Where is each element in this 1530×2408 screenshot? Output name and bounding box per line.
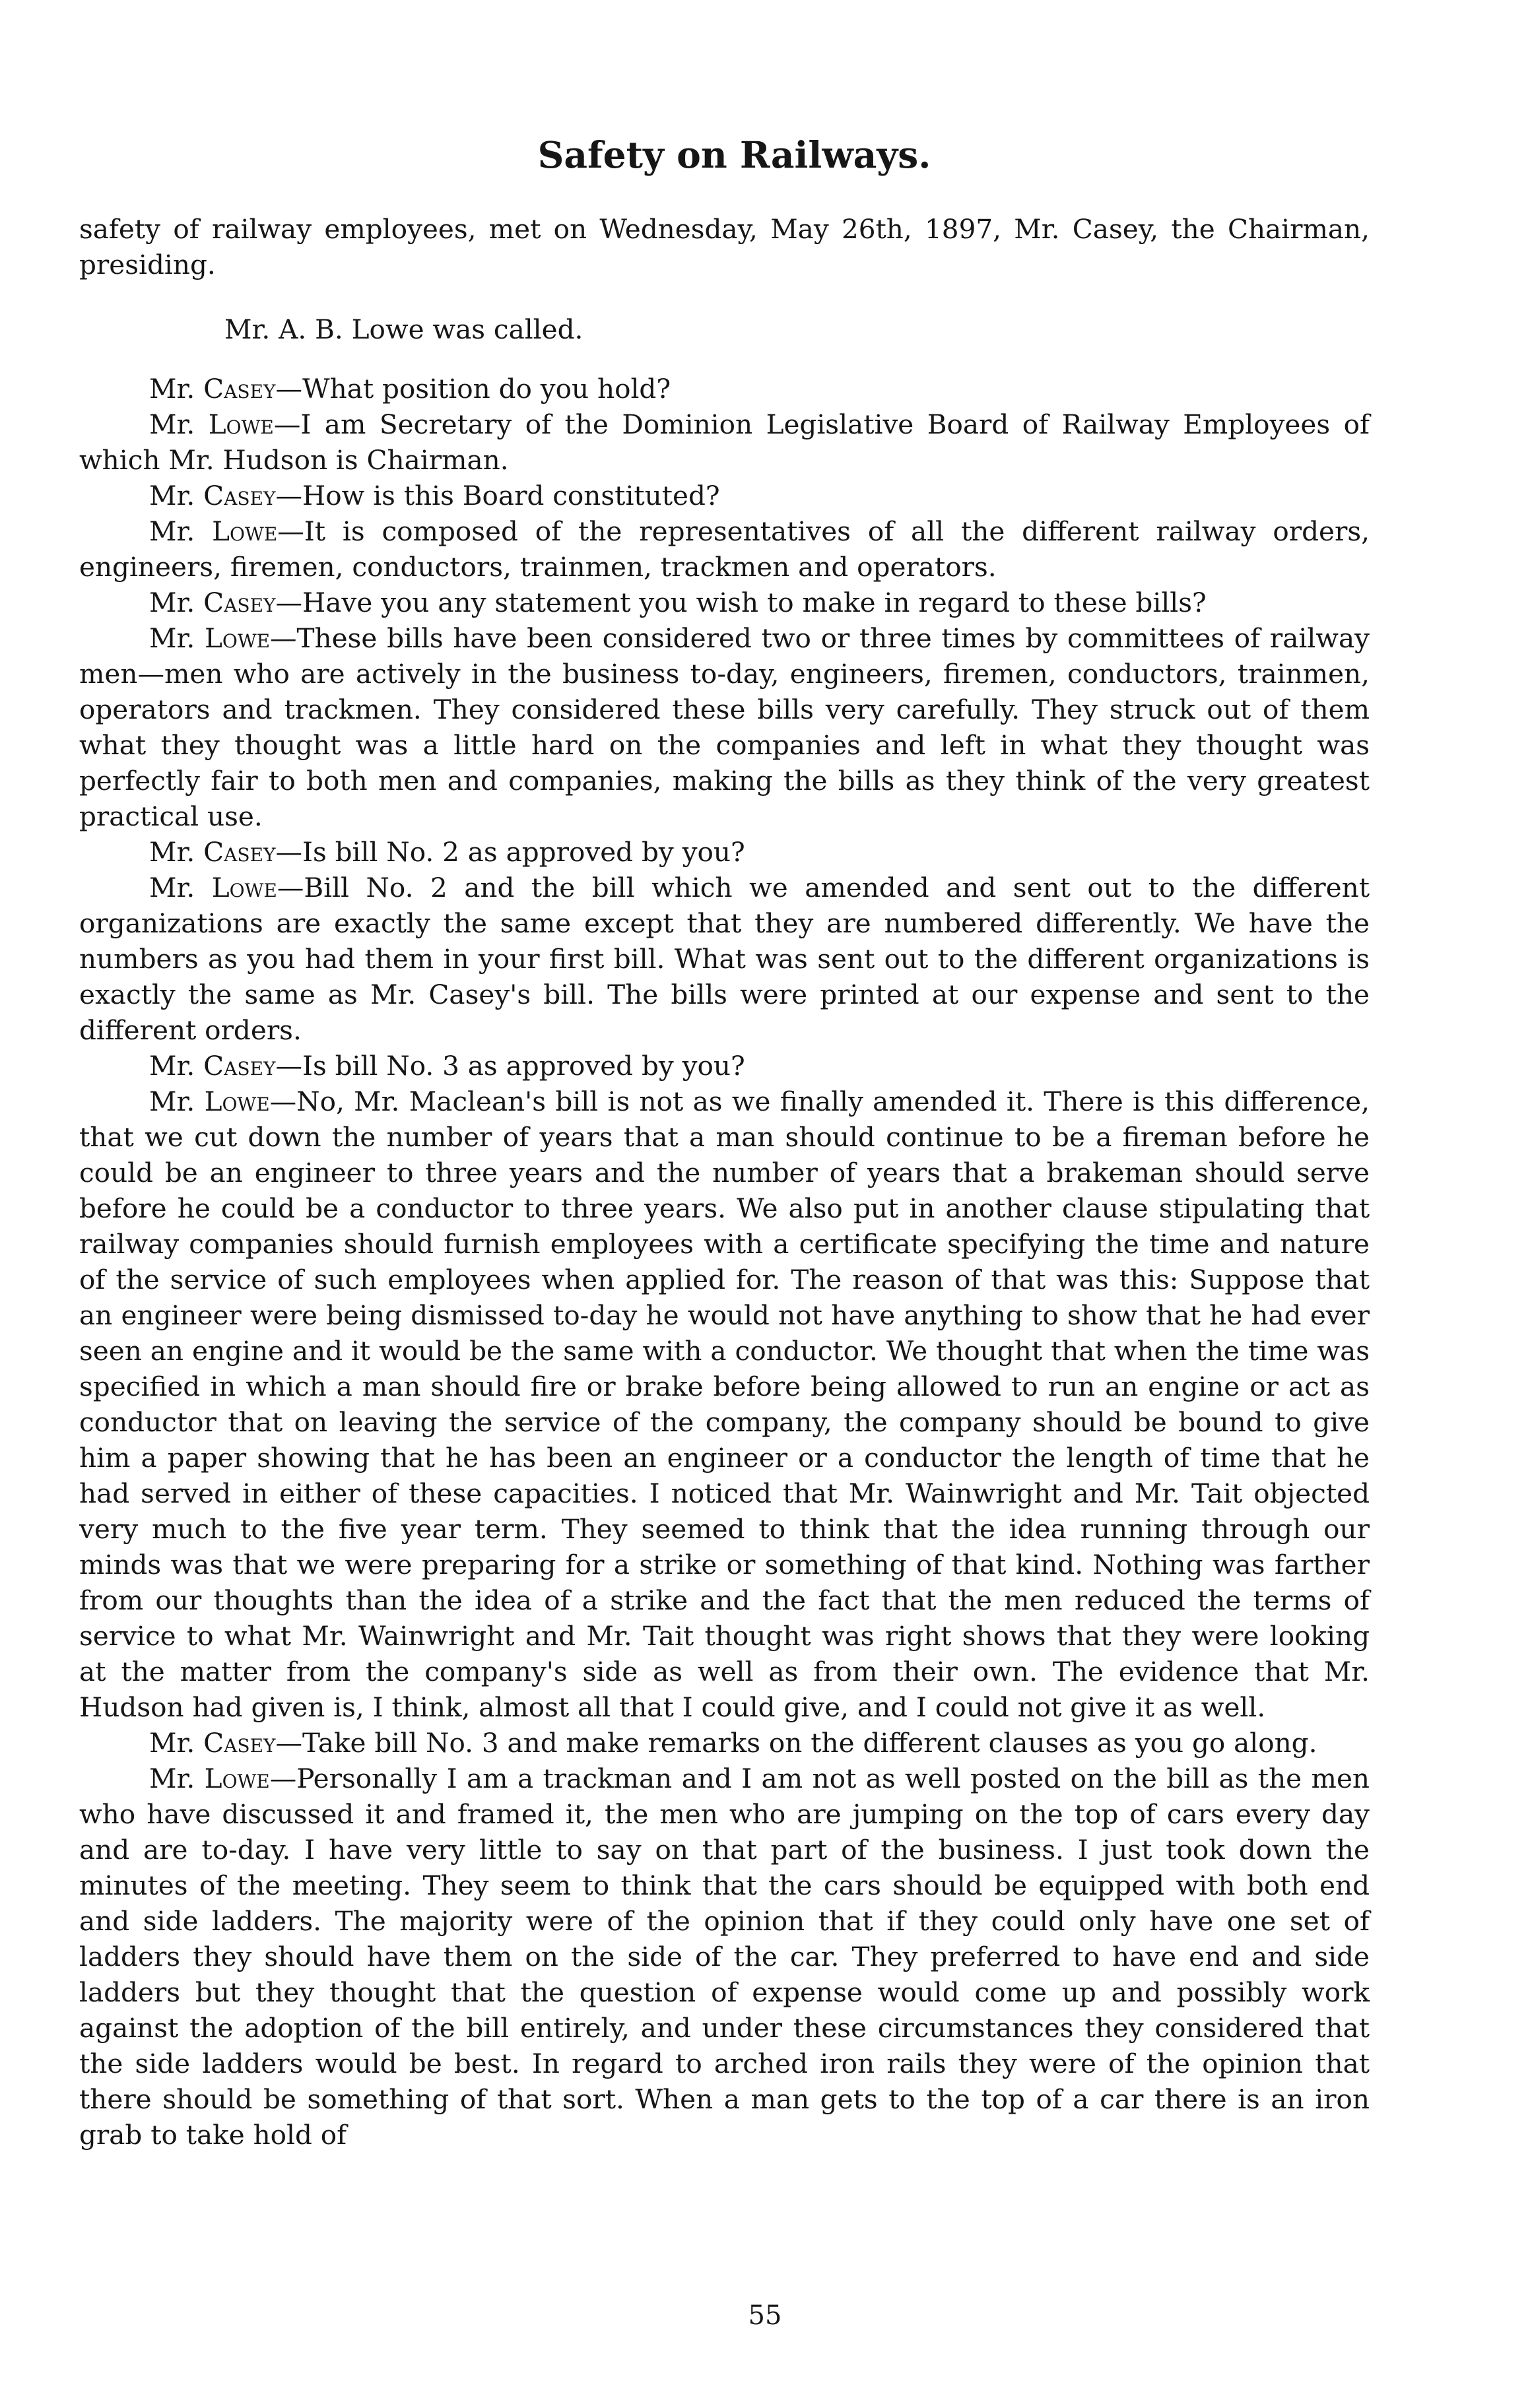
exchange-paragraph [79,1761,1370,2153]
exchange-text: —Have you any statement you wish to make in regard to these bills? [275,587,1207,618]
speaker-name: Casey [203,1727,276,1759]
speaker-name: Casey [203,587,276,618]
speaker-prefix: Mr. [149,1727,204,1759]
speaker-prefix: Mr. [149,373,204,405]
exchange-text: —I am Secretary of the Dominion Legislative Board of Railway Employees of which Mr. Hudson is Chairman. [79,408,1370,476]
speaker-name: Lowe [204,1763,270,1794]
speaker-name: Lowe [212,515,278,547]
exchange-paragraph [79,870,1370,1048]
exchange-paragraph [79,585,1370,620]
speaker-prefix: Mr. [149,1050,204,1082]
speaker-prefix: Mr. [149,836,204,868]
speaker-name: Lowe [211,872,277,903]
speaker-prefix: Mr. [149,408,209,440]
speaker-name: Lowe [204,622,271,654]
speaker-prefix: Mr. [149,587,204,618]
exchange-text: —Is bill No. 3 as approved by you? [275,1050,745,1082]
exchange-paragraph [79,1725,1370,1761]
page-number: 55 [748,2300,782,2331]
exchange-text: —Is bill No. 2 as approved by you? [275,836,745,868]
exchange-text: —No, Mr. Maclean's bill is not as we finally amended it. There is this difference, that we cut down the number of years that a man should continue to be a fireman before he could be an engineer to three years and the number of years that a brakeman should serve before he could be a conductor to three years. We also put in another clause stipulating that railway companies should furnish employees with a certificate specifying the time and nature of the service of such employees when applied for. The reason of that was this: Suppose that an engineer were being dismissed to-day he would not have anything to show that he had ever seen an engine and it would be the same with a conductor. We thought that when the time was specified in which a man should fire or brake before being allowed to run an engine or act as conductor that on leaving the service of the company, the company should be bound to give him a paper showing that he has been an engineer or a conductor the length of time that he had served in either of these capacities. I noticed that Mr. Wainwright and Mr. Tait objected very much to the five year term. They seemed to think that the idea running through our minds was that we were preparing for a strike or something of that kind. Nothing was farther from our thoughts than the idea of a strike and the fact that the men reduced the terms of service to what Mr. Wainwright and Mr. Tait thought was right shows that they were looking at the matter from the company's side as well as from their own. The evidence that Mr. Hudson had given is, I think, almost all that I could give, and I could not give it as well. [79,1086,1370,1723]
exchange-paragraph [79,478,1370,513]
exchange-text: —What position do you hold? [275,373,671,405]
exchange-text: —These bills have been considered two or three times by committees of railway men—men who are actively in the business to-day, engineers, firemen, conductors, trainmen, operators and trackmen. They considered these bills very carefully. They struck out of them what they thought was a little hard on the companies and left in what they thought was perfectly fair to both men and companies, making the bills as they think of the very greatest practical use. [79,622,1370,832]
intro-paragraph: safety of railway employees, met on Wednesday, May 26th, 1897, Mr. Casey, the Chairman, presiding. [79,213,1370,280]
speaker-prefix: Mr. [149,872,212,903]
speaker-prefix: Mr. [149,515,213,547]
exchange-paragraph [79,513,1370,585]
exchange-text: —How is this Board constituted? [275,480,720,511]
exchange-paragraph [79,371,1370,407]
speaker-prefix: Mr. [149,1086,205,1117]
speaker-name: Casey [203,1050,276,1082]
exchange-paragraph [79,1084,1370,1725]
page-title: Safety on Railways. [537,133,931,176]
exchange-text: —Personally I am a trackman and I am not as well posted on the bill as the men who have discussed it and framed it, the men who are jumping on the top of cars every day and are to-day. I have very little to say on that part of the business. I just took down the minutes of the meeting. They seem to think that the cars should be equipped with both end and side ladders. The majority were of the opinion that if they could only have one set of ladders they should have them on the side of the car. They preferred to have end and side ladders but they thought that the question of expense would come up and possibly work against the adoption of the bill entirely, and under these circumstances they considered that the side ladders would be best. In regard to arched iron rails they were of the opinion that there should be something of that sort. When a man gets to the top of a car there is an iron grab to take hold of [79,1763,1370,2151]
speaker-name: Casey [203,373,276,405]
exchange-paragraph [79,834,1370,870]
speaker-prefix: Mr. [149,622,205,654]
speaker-name: Casey [203,836,276,868]
exchange-text: —Take bill No. 3 and make remarks on the different clauses as you go along. [275,1727,1317,1759]
document-page [79,132,1370,2153]
exchange-paragraph [79,407,1370,478]
witness-called-line: Mr. A. B. Lowe was called. [224,313,583,345]
testimony [79,371,1370,2153]
exchange-text: —It is composed of the representatives of all the different railway orders, engineers, firemen, conductors, trainmen, trackmen and operators. [79,515,1370,583]
exchange-paragraph [79,1048,1370,1084]
speaker-name: Casey [203,480,276,511]
speaker-prefix: Mr. [149,1763,205,1794]
speaker-name: Lowe [208,408,274,440]
exchange-paragraph [79,620,1370,834]
exchange-text: —Bill No. 2 and the bill which we amended and sent out to the different organizations are exactly the same except that they are numbered differently. We have the numbers as you had them in your first bill. What was sent out to the different organizations is exactly the same as Mr. Casey's bill. The bills were printed at our expense and sent to the different orders. [79,872,1370,1046]
speaker-name: Lowe [204,1086,270,1117]
speaker-prefix: Mr. [149,480,204,511]
